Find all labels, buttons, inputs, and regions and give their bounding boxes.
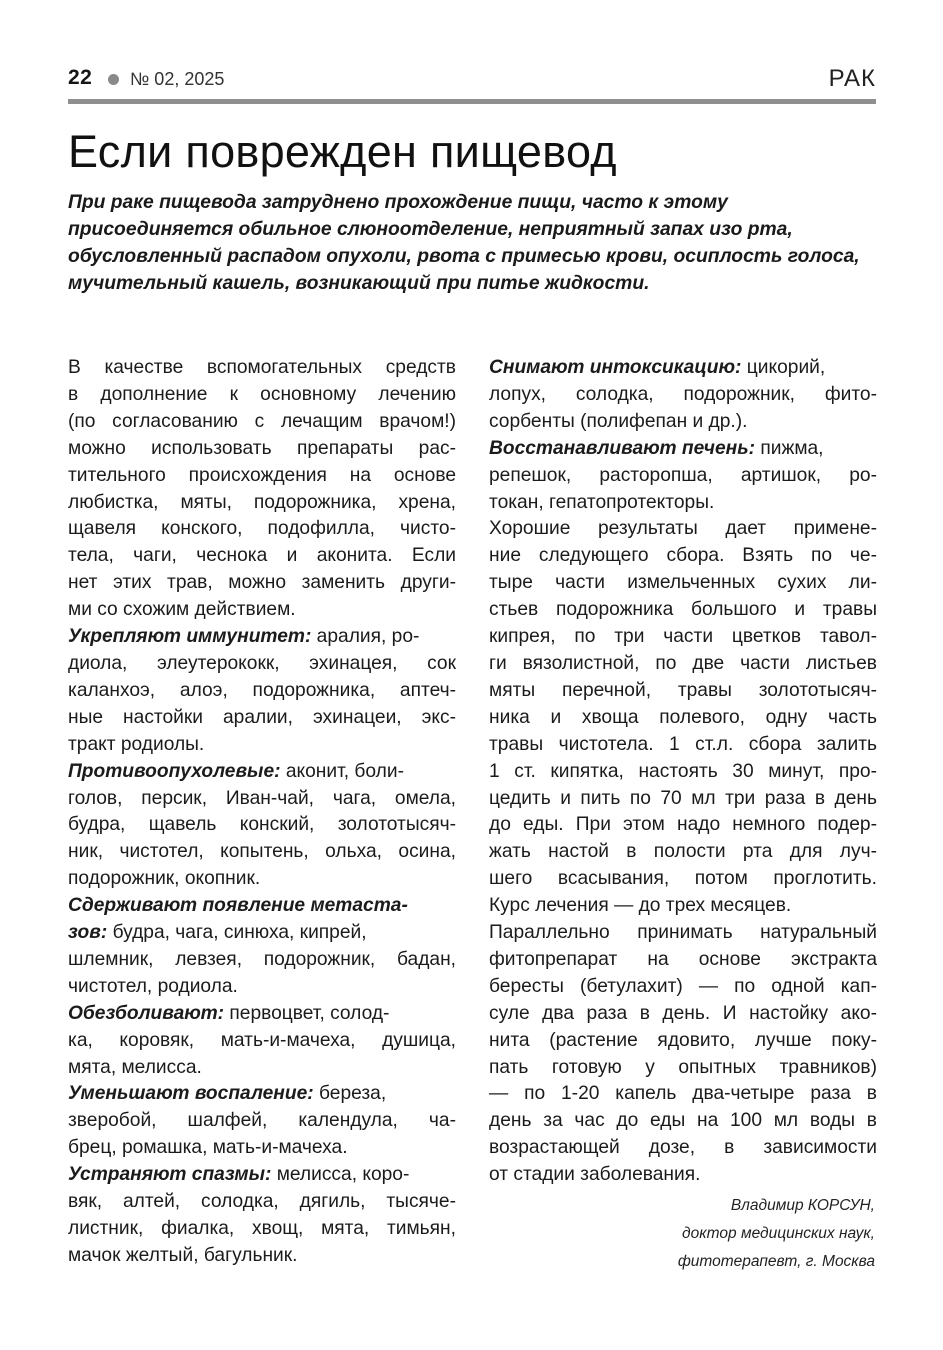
immunity-paragraph xyxy=(68,624,456,759)
text-line: Курс лечения — до трех месяцев. xyxy=(489,895,792,917)
metastasis-label: Сдерживают появление метаста- xyxy=(68,895,408,917)
recipe-paragraph xyxy=(489,516,877,1189)
issue-number: № 02, 2025 xyxy=(130,69,225,89)
text-line: сорбенты (полифепан и др.). xyxy=(489,410,748,432)
text-line: аралия, ро- xyxy=(311,626,420,648)
text-line: щавеля конского, подофилла, чисто- xyxy=(68,518,456,540)
left-column xyxy=(68,355,456,1270)
author-degree: доктор медицинских наук, xyxy=(682,1225,875,1242)
text-line: каланхоэ, алоэ, подорожника, аптеч- xyxy=(68,679,456,701)
analgesic-paragraph xyxy=(68,1001,456,1082)
text-line: травы чистотела. 1 ст.л. сбора залить xyxy=(489,733,877,755)
text-line: от стадии заболевания. xyxy=(489,1164,701,1186)
text-line: шлемник, левзея, подорожник, бадан, xyxy=(68,948,456,970)
text-line: лопух, солодка, подорожник, фито- xyxy=(489,383,877,405)
text-line: тела, чаги, чеснока и аконита. Если xyxy=(68,545,456,567)
text-line: пать готовую у опытных травников) xyxy=(489,1056,877,1078)
text-line: подорожник, окопник. xyxy=(68,868,261,890)
antitumor-paragraph xyxy=(68,759,456,894)
text-line: первоцвет, солод- xyxy=(224,1002,390,1024)
text-line: голов, персик, Иван-чай, чага, омела, xyxy=(68,787,456,809)
text-line: в дополнение к основному лечению xyxy=(68,383,456,405)
text-line: цикорий, xyxy=(741,357,826,378)
text-line: можно использовать препараты рас- xyxy=(68,437,456,459)
spasms-paragraph xyxy=(68,1162,456,1270)
page-number: 22 xyxy=(68,66,93,89)
analgesic-label: Обезболивают: xyxy=(68,1002,225,1024)
antitumor-label: Противоопухолевые: xyxy=(68,760,281,782)
text-line: диола, элеутерококк, эхинацея, сок xyxy=(68,652,456,674)
text-line: береза, xyxy=(313,1083,387,1105)
text-line: (по согласованию с лечащим врачом!) xyxy=(68,410,456,432)
text-line: бересты (бетулахит) — по одной кап- xyxy=(489,975,877,997)
text-line: ка, коровяк, мать-и-мачеха, душица, xyxy=(68,1029,456,1051)
right-column xyxy=(489,355,877,1189)
text-line: — по 1-20 капель два-четыре раза в xyxy=(489,1083,877,1105)
text-line: Параллельно принимать натуральный xyxy=(489,922,877,944)
author-name: Владимир КОРСУН, xyxy=(730,1197,875,1214)
text-line: чистотел, родиола. xyxy=(68,975,238,997)
immunity-label: Укрепляют иммунитет: xyxy=(68,626,312,648)
bullet-dot-icon xyxy=(108,74,119,85)
text-line: будра, щавель конский, золототысяч- xyxy=(68,814,456,836)
text-line: брец, ромашка, мать-и-мачеха. xyxy=(68,1137,348,1159)
text-line: В качестве вспомогательных средств xyxy=(68,357,456,378)
text-line: Хорошие результаты дает примене- xyxy=(489,518,877,540)
text-line: шего всасывания, потом проглотить. xyxy=(489,868,877,890)
text-line: фитопрепарат на основе экстракта xyxy=(489,948,877,970)
page-header xyxy=(68,64,876,98)
text-line: до еды. При этом надо немного подер- xyxy=(489,814,877,836)
text-line: зверобой, шалфей, календула, ча- xyxy=(68,1110,456,1132)
detox-label: Снимают интоксикацию: xyxy=(489,357,742,378)
text-line: ник, чистотел, копытень, ольха, осина, xyxy=(68,841,456,863)
section-name: РАК xyxy=(828,65,876,92)
spasms-label: Устраняют спазмы: xyxy=(68,1164,272,1186)
text-line: жать настой в полости рта для луч- xyxy=(489,841,877,863)
text-line: 1 ст. кипятка, настоять 30 минут, про- xyxy=(489,760,877,782)
intro-paragraph xyxy=(68,355,456,624)
text-line: мелисса, коро- xyxy=(271,1164,410,1186)
text-line: стьев подорожника большого и травы xyxy=(489,599,877,621)
text-line: мята, мелисса. xyxy=(68,1056,202,1078)
text-line: цедить и пить по 70 мл три раза в день xyxy=(489,787,877,809)
text-line: вяк, алтей, солодка, дягиль, тысяче- xyxy=(68,1191,456,1213)
author-position: фитотерапевт, г. Москва xyxy=(677,1253,875,1270)
metastasis-paragraph xyxy=(68,893,456,1001)
text-line: нет этих трав, можно заменить други- xyxy=(68,572,456,594)
text-line: репешок, расторопша, артишок, ро- xyxy=(489,464,877,486)
text-line: ми со схожим действием. xyxy=(68,599,296,621)
text-line: мяты перечной, травы золототысяч- xyxy=(489,679,877,701)
text-line: ги вязолистной, по две части листьев xyxy=(489,652,877,674)
text-line: кипрея, по три части цветков тавол- xyxy=(489,626,877,648)
inflammation-label: Уменьшают воспаление: xyxy=(68,1083,314,1105)
article-title: Если поврежден пищевод xyxy=(68,126,617,177)
text-line: будра, чага, синюха, кипрей, xyxy=(107,922,367,944)
text-line: тракт родиолы. xyxy=(68,733,205,755)
text-line: токан, гепатопротекторы. xyxy=(489,491,715,513)
text-line: любистка, мяты, подорожника, хрена, xyxy=(68,491,456,513)
detox-paragraph xyxy=(489,355,877,436)
text-line: тительного происхождения на основе xyxy=(68,464,456,486)
text-line: нита (растение ядовито, лучше поку- xyxy=(489,1029,877,1051)
text-line: тыре части измельченных сухих ли- xyxy=(489,572,877,594)
text-line: аконит, боли- xyxy=(280,760,404,782)
text-line: листник, фиалка, хвощ, мята, тимьян, xyxy=(68,1218,456,1239)
header-rule xyxy=(68,99,876,104)
text-line: суле два раза в день. И настойку ако- xyxy=(489,1002,877,1024)
liver-paragraph xyxy=(489,436,877,517)
text-line: день за час до еды на 100 мл воды в xyxy=(489,1110,877,1132)
text-line: мачок желтый, багульник. xyxy=(68,1244,298,1266)
metastasis-label-end: зов: xyxy=(68,922,108,944)
article-lead: При раке пищевода затруднено прохождение пищи, часто к этому присоединяется обильное слюноотделение, неприятный запах изо рта, обусловленный распадом опухоли, рвота с примесью крови, осиплость голоса, мучительный кашель, возникающий при питье жидкости. xyxy=(68,192,860,294)
text-line: ника и хвоща полевого, одну часть xyxy=(489,706,877,728)
author-signature xyxy=(489,1192,875,1276)
text-line: ние следующего сбора. Взять по че- xyxy=(489,545,877,567)
text-line: ные настойки аралии, эхинацеи, экс- xyxy=(68,706,456,728)
text-line: пижма, xyxy=(755,437,824,459)
liver-label: Восстанавливают печень: xyxy=(489,437,756,459)
inflammation-paragraph xyxy=(68,1081,456,1162)
text-line: возрастающей дозе, в зависимости xyxy=(489,1137,877,1159)
